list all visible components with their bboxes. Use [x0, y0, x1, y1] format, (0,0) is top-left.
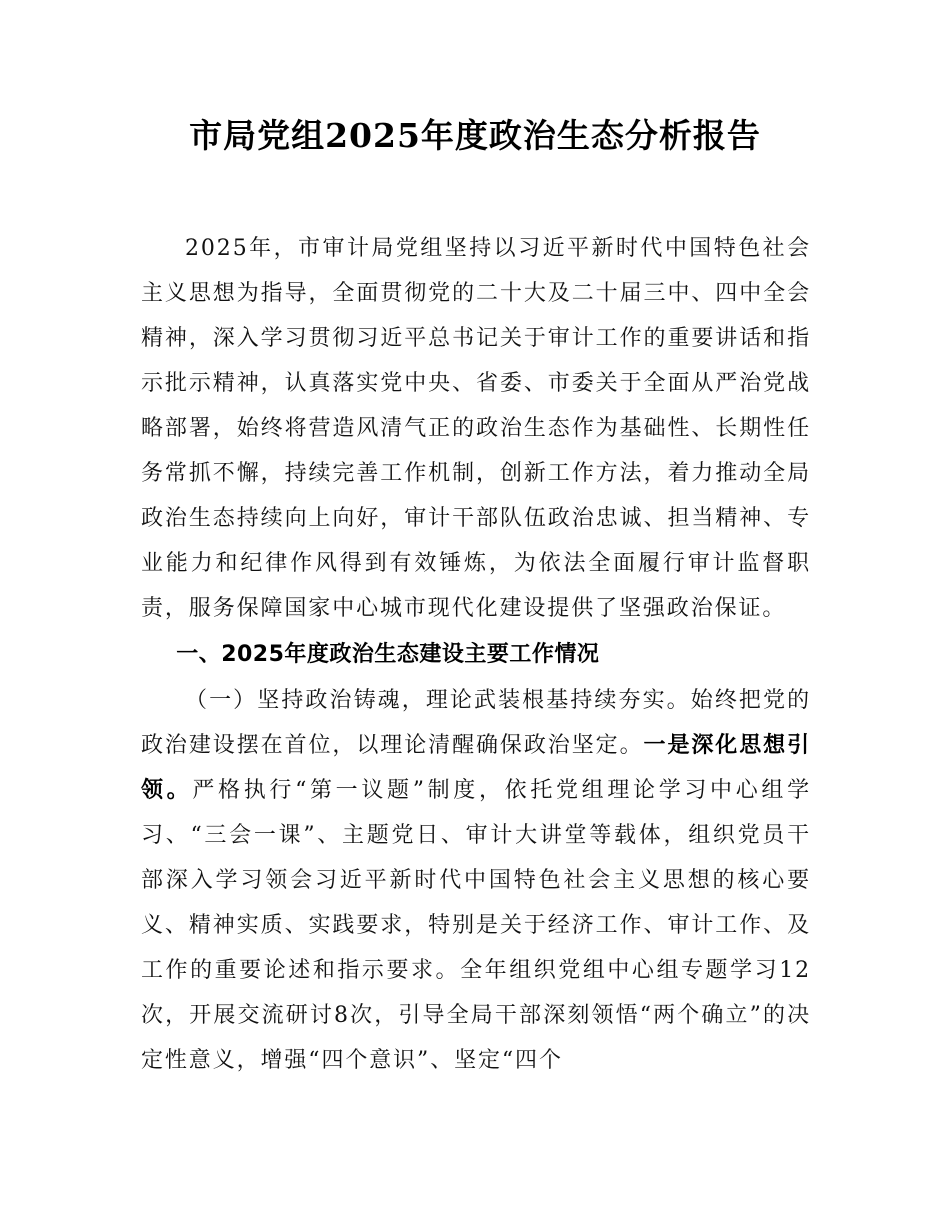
document-title: 市局党组2025年度政治生态分析报告: [189, 116, 761, 155]
subsection-rest: 严格执行“第一议题”制度，依托党组理论学习中心组学习、“三会一课”、主题党日、审计大讲堂等载体，组织党员干部深入学习领会习近平新时代中国特色社会主义思想的核心要义、精神实质、实践要求，特别是关于经济工作、审计工作、及工作的重要论述和指示要求。全年组织党组中心组专题学习12次，开展交流研讨8次，引导全局干部深刻领悟“两个确立”的决定性意义，增强“四个意识”、坚定“四个: [141, 778, 811, 1073]
subsection-bold-phrase: 一是深化思想引领。: [141, 732, 811, 803]
intro-paragraph: 2025年，市审计局党组坚持以习近平新时代中国特色社会主义思想为指导，全面贯彻党的二十大及二十届三中、四中全会精神，深入学习贯彻习近平总书记关于审计工作的重要讲话和指示批示精神，认真落实党中央、省委、市委关于全面从严治党战略部署，始终将营造风清气正的政治生态作为基础性、长期性任务常抓不懈，持续完善工作机制，创新工作方法，着力推动全局政治生态持续向上向好，审计干部队伍政治忠诚、担当精神、专业能力和纪律作风得到有效锤炼，为依法全面履行审计监督职责，服务保障国家中心城市现代化建设提供了坚强政治保证。: [141, 236, 811, 621]
section-heading: 一、2025年度政治生态建设主要工作情况: [176, 642, 600, 667]
subsection-lead: （一）坚持政治铸魂，理论武装根基持续夯实。始终把党的政治建设摆在首位，以理论清醒确保政治坚定。: [141, 688, 811, 758]
subsection-paragraph: [141, 678, 811, 1083]
document-body: [141, 226, 811, 1083]
